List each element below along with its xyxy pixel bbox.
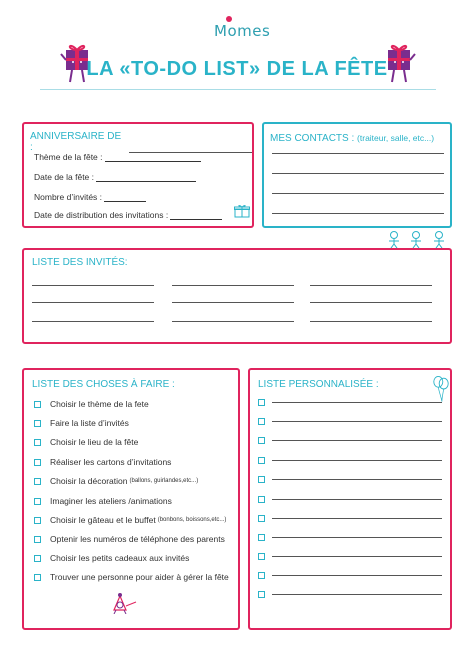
invite-line[interactable] [172, 285, 294, 286]
logo [214, 22, 270, 40]
contacts-label: MES CONTACTS : [270, 133, 355, 144]
checkbox[interactable] [258, 476, 265, 483]
invites-heading: LISTE DES INVITÉS: [32, 257, 128, 268]
todo-heading: LISTE DES CHOSES À FAIRE : [32, 379, 175, 390]
perso-item[interactable] [258, 399, 442, 406]
perso-line[interactable] [272, 440, 442, 441]
contacts-line[interactable] [272, 173, 444, 174]
anniversaire-label: ANNIVERSAIRE DE : [30, 131, 122, 153]
anniversaire-box [22, 122, 254, 228]
todo-item-label: Choisir la décoration [50, 476, 128, 486]
invite-line[interactable] [310, 285, 432, 286]
checkbox[interactable] [34, 574, 41, 581]
checkbox[interactable] [34, 439, 41, 446]
invite-line[interactable] [172, 302, 294, 303]
todo-item-label: Choisir les petits cadeaux aux invités [50, 553, 190, 563]
date-label: Date de la fête : [34, 172, 95, 182]
theme-field[interactable] [34, 152, 201, 162]
checkbox[interactable] [34, 536, 41, 543]
guests-count-label: Nombre d’invités : [34, 192, 103, 202]
perso-item[interactable] [258, 515, 442, 522]
theme-label: Thème de la fête : [34, 152, 103, 162]
date-field[interactable] [34, 172, 196, 182]
checkbox[interactable] [258, 572, 265, 579]
checkbox[interactable] [258, 534, 265, 541]
todo-box [22, 368, 240, 630]
checkbox[interactable] [258, 418, 265, 425]
perso-item[interactable] [258, 496, 442, 503]
perso-item[interactable] [258, 534, 442, 541]
perso-item[interactable] [258, 476, 442, 483]
perso-line[interactable] [272, 518, 442, 519]
checkbox[interactable] [258, 553, 265, 560]
perso-line[interactable] [272, 479, 442, 480]
gift-character-icon [382, 40, 416, 86]
todo-item-note: (ballons, guirlandes,etc...) [129, 478, 199, 484]
perso-item[interactable] [258, 572, 442, 579]
perso-item[interactable] [258, 553, 442, 560]
date-line[interactable] [96, 173, 196, 182]
theme-line[interactable] [105, 153, 201, 162]
title-divider [40, 89, 436, 90]
todo-item-label: Réaliser les cartons d’invitations [50, 457, 172, 467]
checkbox[interactable] [34, 478, 41, 485]
todo-item-label: Optenir les numéros de téléphone des parents [50, 534, 225, 544]
contacts-line[interactable] [272, 193, 444, 194]
todo-item[interactable] [34, 515, 226, 525]
checkbox[interactable] [34, 420, 41, 427]
kids-icon [386, 230, 452, 248]
checkbox[interactable] [34, 459, 41, 466]
checkbox[interactable] [34, 517, 41, 524]
perso-line[interactable] [272, 575, 442, 576]
checkbox[interactable] [258, 496, 265, 503]
invites-box [22, 248, 452, 344]
perso-line[interactable] [272, 537, 442, 538]
todo-item-label: Choisir le gâteau et le buffet [50, 515, 156, 525]
todo-item[interactable] [34, 437, 138, 447]
todo-item[interactable] [34, 572, 229, 582]
todo-item-label: Faire la liste d’invités [50, 418, 129, 428]
perso-item[interactable] [258, 418, 442, 425]
invite-line[interactable] [172, 321, 294, 322]
invite-line[interactable] [32, 321, 154, 322]
contacts-sublabel: (traiteur, salle, etc...) [357, 133, 435, 143]
perso-line[interactable] [272, 460, 442, 461]
checkbox[interactable] [258, 457, 265, 464]
perso-line[interactable] [272, 594, 442, 595]
perso-box [248, 368, 452, 630]
todo-item[interactable] [34, 476, 198, 486]
anniversaire-heading [30, 131, 252, 153]
perso-heading: LISTE PERSONNALISÉE : [258, 379, 379, 390]
todo-item-note: (bonbons, boissons,etc...) [157, 517, 227, 523]
todo-item-label: Trouver une personne pour aider à gérer la fête [50, 572, 229, 582]
invitation-date-label: Date de distribution des invitations : [34, 210, 169, 220]
todo-item[interactable] [34, 457, 171, 467]
checkbox[interactable] [34, 498, 41, 505]
contacts-line[interactable] [272, 213, 444, 214]
logo-text: Momes [214, 22, 271, 40]
gift-box-icon [234, 204, 250, 218]
guests-count-line[interactable] [104, 193, 146, 202]
todo-item[interactable] [34, 496, 172, 506]
todo-item-label: Choisir le thème de la fete [50, 399, 149, 409]
logo-dot [226, 16, 232, 22]
perso-line[interactable] [272, 499, 442, 500]
todo-item[interactable] [34, 534, 225, 544]
todo-item[interactable] [34, 418, 129, 428]
todo-item-label: Choisir le lieu de la fête [50, 437, 139, 447]
todo-item[interactable] [34, 553, 189, 563]
contacts-heading [270, 133, 434, 144]
checkbox[interactable] [258, 399, 265, 406]
perso-line[interactable] [272, 421, 442, 422]
todo-item[interactable] [34, 399, 149, 409]
todo-item-label: Imaginer les ateliers /animations [50, 496, 172, 506]
perso-item[interactable] [258, 437, 442, 444]
contacts-box [262, 122, 452, 228]
invite-line[interactable] [32, 302, 154, 303]
perso-line[interactable] [272, 556, 442, 557]
invitation-date-line[interactable] [170, 211, 222, 220]
checkbox[interactable] [258, 437, 265, 444]
checkbox[interactable] [258, 591, 265, 598]
invitation-date-field[interactable] [34, 210, 222, 220]
perso-item[interactable] [258, 591, 442, 598]
perso-line[interactable] [272, 402, 442, 403]
guests-count-field[interactable] [34, 192, 146, 202]
perso-item[interactable] [258, 457, 442, 464]
page-title: LA «TO-DO LIST» DE LA FÊTE [86, 58, 388, 80]
checkbox[interactable] [34, 555, 41, 562]
checkbox[interactable] [258, 515, 265, 522]
contacts-line[interactable] [272, 153, 444, 154]
invite-line[interactable] [32, 285, 154, 286]
party-hat-icon [108, 592, 138, 614]
invite-line[interactable] [310, 302, 432, 303]
invite-line[interactable] [310, 321, 432, 322]
checkbox[interactable] [34, 401, 41, 408]
